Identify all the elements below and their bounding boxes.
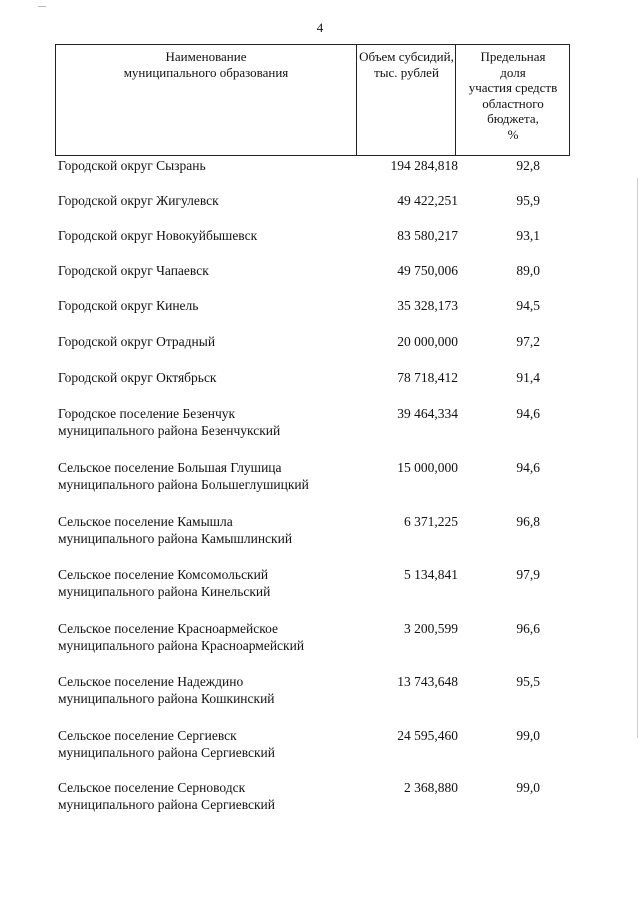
- budget-share: 94,6: [516, 460, 540, 475]
- municipality-name: [58, 620, 358, 654]
- municipality-name-line: Сельское поселение Надеждино: [58, 674, 244, 689]
- municipality-name-line: Городской округ Кинель: [58, 298, 199, 313]
- budget-share: 94,5: [516, 298, 540, 313]
- header-amount-line: тыс. рублей: [374, 64, 439, 80]
- budget-share: 89,0: [516, 263, 540, 278]
- budget-share: 99,0: [516, 728, 540, 743]
- municipality-name-line: Сельское поселение Сергиевск: [58, 728, 237, 743]
- municipality-name-line: Городской округ Сызрань: [58, 158, 206, 173]
- budget-share: 95,9: [516, 193, 540, 208]
- municipality-name: [58, 566, 358, 600]
- municipality-name: [58, 227, 358, 244]
- subsidy-amount: 39 464,334: [397, 406, 458, 421]
- municipality-name: [58, 779, 358, 813]
- municipality-name: [58, 405, 358, 439]
- budget-share: 96,6: [516, 621, 540, 636]
- header-share-line: участия средств: [468, 80, 558, 95]
- municipality-name-line: муниципального района Сергиевский: [58, 745, 275, 760]
- municipality-name-line: Сельское поселение Серноводск: [58, 780, 246, 795]
- municipality-name-line: муниципального района Кошкинский: [58, 691, 275, 706]
- municipality-name-line: Сельское поселение Камышла: [58, 514, 233, 529]
- header-share-line: Предельная: [480, 49, 546, 64]
- page-number: 4: [316, 20, 324, 35]
- municipality-name-line: муниципального района Красноармейский: [58, 638, 305, 653]
- budget-share: 97,2: [516, 334, 540, 349]
- subsidy-amount: 20 000,000: [397, 334, 458, 349]
- budget-share: 92,8: [516, 158, 540, 173]
- municipality-name: [58, 157, 358, 174]
- municipality-name: [58, 297, 358, 314]
- municipality-name: [58, 727, 358, 761]
- header-share-line: %: [507, 126, 519, 142]
- municipality-name-line: муниципального района Кинельский: [58, 584, 271, 599]
- subsidy-amount: 5 134,841: [404, 567, 458, 582]
- municipality-name-line: муниципального района Безенчукский: [58, 423, 281, 438]
- header-amount-cell: [356, 45, 456, 155]
- subsidy-amount: 194 284,818: [390, 158, 458, 173]
- budget-share: 96,8: [516, 514, 540, 529]
- municipality-name: [58, 333, 358, 350]
- subsidy-amount: 2 368,880: [404, 780, 458, 795]
- header-name-line: муниципального образования: [123, 64, 289, 80]
- header-share-cell: [455, 45, 570, 155]
- header-share-line: областного: [482, 95, 544, 111]
- subsidy-amount: 49 750,006: [397, 263, 458, 278]
- municipality-name: [58, 673, 358, 707]
- header-share-line: бюджета,: [487, 111, 539, 126]
- budget-share: 99,0: [516, 780, 540, 795]
- municipality-name-line: муниципального района Камышлинский: [58, 531, 293, 546]
- municipality-name-line: Городской округ Чапаевск: [58, 263, 209, 278]
- municipality-name-line: Сельское поселение Красноармейское: [58, 621, 278, 636]
- municipality-name: [58, 262, 358, 279]
- subsidy-amount: 15 000,000: [397, 460, 458, 475]
- scan-edge-line: [637, 178, 638, 738]
- budget-share: 93,1: [516, 228, 540, 243]
- municipality-name-line: Городской округ Жигулевск: [58, 193, 219, 208]
- municipality-name-line: Городской округ Новокуйбышевск: [58, 228, 258, 243]
- budget-share: 91,4: [516, 370, 540, 385]
- subsidy-amount: 83 580,217: [397, 228, 458, 243]
- municipality-name: [58, 459, 358, 493]
- header-amount-line: Объем субсидий,: [359, 49, 454, 64]
- municipality-name-line: муниципального района Сергиевский: [58, 797, 275, 812]
- municipality-name: [58, 369, 358, 386]
- budget-share: 95,5: [516, 674, 540, 689]
- municipality-name-line: Городское поселение Безенчук: [58, 406, 236, 421]
- subsidy-amount: 35 328,173: [397, 298, 458, 313]
- header-name-line: Наименование: [165, 49, 247, 64]
- municipality-name-line: Сельское поселение Большая Глушица: [58, 460, 282, 475]
- municipality-name: [58, 513, 358, 547]
- subsidy-amount: 24 595,460: [397, 728, 458, 743]
- subsidy-amount: 78 718,412: [397, 370, 458, 385]
- subsidy-amount: 6 371,225: [404, 514, 458, 529]
- municipality-name-line: муниципального района Большеглушицкий: [58, 477, 309, 492]
- header-share-line: доля: [500, 64, 526, 80]
- budget-share: 97,9: [516, 567, 540, 582]
- scan-artifact: [38, 6, 46, 7]
- table-header: [55, 44, 570, 156]
- municipality-name-line: Городской округ Отрадный: [58, 334, 216, 349]
- subsidy-amount: 13 743,648: [397, 674, 458, 689]
- header-name-cell: [56, 45, 356, 155]
- municipality-name-line: Сельское поселение Комсомольский: [58, 567, 269, 582]
- municipality-name-line: Городской округ Октябрьск: [58, 370, 217, 385]
- municipality-name: [58, 192, 358, 209]
- budget-share: 94,6: [516, 406, 540, 421]
- subsidy-amount: 49 422,251: [397, 193, 458, 208]
- subsidy-amount: 3 200,599: [404, 621, 458, 636]
